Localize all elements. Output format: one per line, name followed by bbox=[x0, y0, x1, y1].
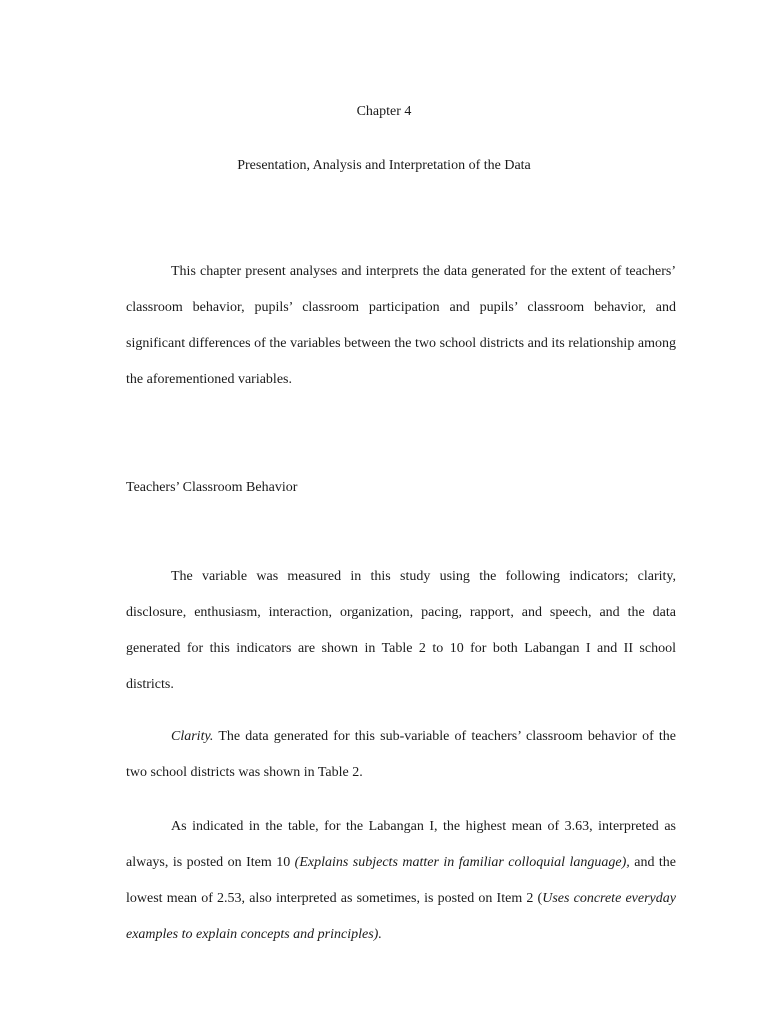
analysis-paragraph bbox=[126, 809, 676, 953]
chapter-title: Presentation, Analysis and Interpretation of the Data bbox=[237, 158, 531, 173]
item2-description: Uses concrete everyday examples to explain concepts and principles). bbox=[126, 891, 676, 942]
intro-text: This chapter present analyses and interprets the data generated for the extent of teachers’ classroom behavior, pupils’ classroom participation and pupils’ classroom behavior, and significant differences of the variables between the two school districts and its relationship among the aforementioned variables. bbox=[126, 264, 676, 387]
analysis-text-2: and the lowest mean of 2.53, also interpreted as sometimes, is posted on Item 2 ( bbox=[126, 855, 677, 906]
variable-text: The variable was measured in this study using the following indicators; clarity, disclosure, enthusiasm, interaction, organization, pacing, rapport, and speech, and the data generated for this indicators are shown in Table 2 to 10 for both Labangan I and II school districts. bbox=[126, 569, 676, 692]
analysis-text-1: As indicated in the table, for the Labangan I, the highest mean of 3.63, interpreted as always, is posted on Item 10 bbox=[126, 819, 676, 870]
clarity-paragraph bbox=[126, 719, 676, 791]
clarity-term: Clarity. bbox=[171, 729, 214, 744]
item10-description: (Explains subjects matter in familiar colloquial language), bbox=[294, 855, 630, 870]
chapter-number: Chapter 4 bbox=[356, 104, 412, 119]
variable-paragraph bbox=[126, 559, 676, 703]
clarity-text: The data generated for this sub-variable of teachers’ classroom behavior of the two school districts was shown in Table 2. bbox=[126, 729, 676, 780]
intro-paragraph bbox=[126, 254, 676, 398]
section-heading: Teachers’ Classroom Behavior bbox=[126, 480, 298, 495]
